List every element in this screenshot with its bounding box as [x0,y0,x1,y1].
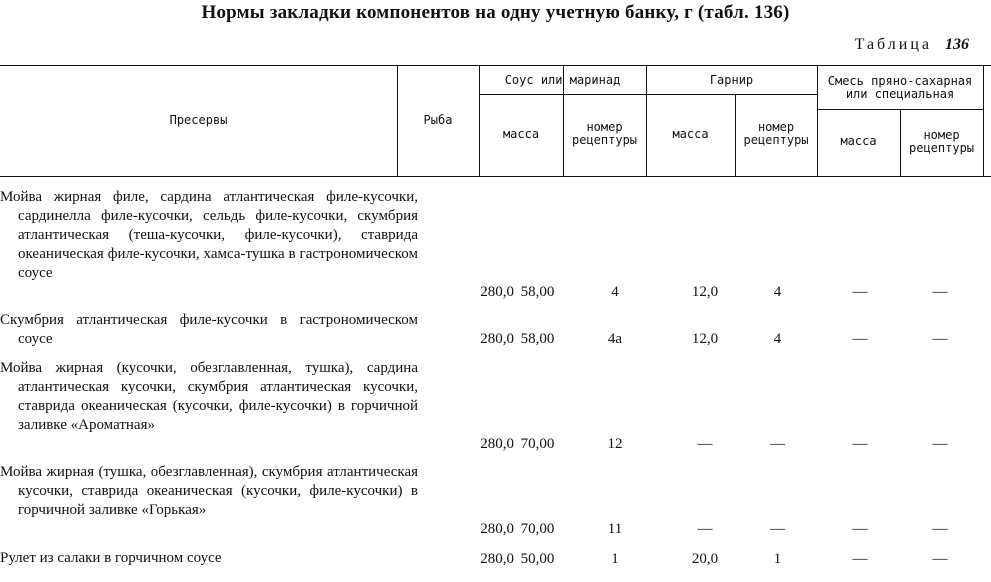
table-label: Таблица [854,36,932,53]
fish-mass: 280,0 [480,436,514,452]
row-name: Рулет из салаки в горчичном соусе [0,550,222,566]
table-row [0,359,991,454]
mix-recipe: — [932,436,948,452]
table-row [0,311,991,349]
fish-mass: 280,0 [480,331,514,347]
mix-recipe: — [932,284,948,300]
header-garnish-group: Гарнир [709,72,754,87]
mix-mass: — [852,521,868,537]
sauce-recipe: 4 [611,284,619,300]
sauce-recipe: 11 [607,521,623,537]
sauce-mass: 70,00 [520,521,555,537]
mix-mass: — [852,331,868,347]
garnish-mass: — [697,521,713,537]
garnish-recipe: 1 [773,551,782,567]
mix-mass: — [852,436,868,452]
sauce-recipe: 12 [607,436,623,452]
row-name: Мойва жирная (кусочки, обезглавленная, тушка), сардина атлантическая кусочки, скумбрия атлантическая кусочки, ставрида океаническая (кусочки, филе-кусочки) в горчичной заливке «Ароматная» [0,360,418,433]
header-fish: Рыба [423,112,453,127]
table-number: 136 [945,36,969,53]
row-name: Скумбрия атлантическая филе-кусочки в гастрономическом соусе [0,312,418,347]
garnish-recipe: — [770,436,785,452]
mix-recipe: — [932,551,948,567]
fish-mass: 280,0 [480,521,514,537]
header-sauce-recipe: номер рецептуры [572,120,638,147]
table-row [0,463,991,539]
header-sauce-mass: масса [502,126,540,141]
header-mix-recipe: номер рецептуры [909,127,975,155]
header-sauce-group: Соус или маринад [504,72,621,87]
garnish-recipe: 4 [773,284,782,300]
row-name: Мойва жирная (тушка, обезглавленная), скумбрия атлантическая кусочки, ставрида океаническая (кусочки, филе-кусочки) в горчичной заливке «Горькая» [0,464,418,518]
header-preserves: Пресервы [169,112,228,127]
fish-mass: 280,0 [480,284,514,300]
garnish-mass: 12,0 [691,331,719,347]
mix-mass: — [852,284,868,300]
mix-recipe: — [932,521,948,537]
header-garnish-mass: масса [672,126,709,141]
mix-recipe: — [932,331,948,347]
table-row [0,188,991,302]
fish-mass: 280,0 [480,551,514,567]
sauce-mass: 58,00 [520,284,555,300]
sauce-mass: 58,00 [520,331,555,347]
row-name: Мойва жирная филе, сардина атлантическая филе-кусочки, сардинелла филе-кусочки, сельдь филе-кусочки, скумбрия атлантическая (теша-кусочки, филе-кусочки), ставрида океаническая филе-кусочки, хамса-тушка в гастрономическом соусе [0,189,418,281]
garnish-mass: 20,0 [691,551,719,567]
table-row [0,549,991,569]
sauce-recipe: 1 [611,551,619,567]
page-title: Нормы закладки компонентов на одну учетную банку, г (табл. 136) [201,2,790,23]
header-mix-mass: масса [840,134,877,148]
sauce-recipe: 4а [607,331,623,347]
garnish-recipe: 4 [773,331,782,347]
table-header [0,65,991,177]
header-garnish-recipe: номер рецептуры [743,120,809,147]
sauce-mass: 70,00 [520,436,555,452]
garnish-recipe: — [770,521,785,537]
mix-mass: — [852,551,868,567]
sauce-mass: 50,00 [520,551,555,567]
garnish-mass: — [697,436,713,452]
garnish-mass: 12,0 [691,284,719,300]
header-mix-group: Смесь пряно-сахарная или специальная [827,73,973,101]
table-caption [855,36,969,54]
